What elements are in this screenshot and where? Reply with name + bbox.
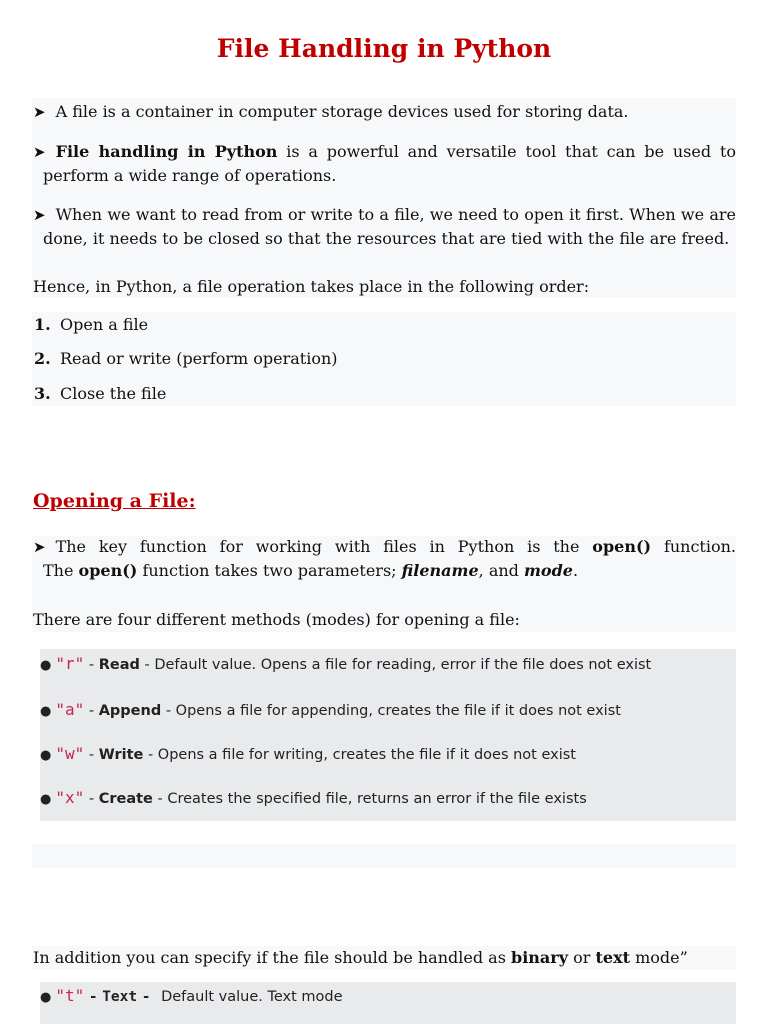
mode-description: Default value. Text mode [161,989,343,1005]
empty-strip [32,844,736,868]
mode-description: - Creates the specified file, returns an error if the file exists [157,791,587,807]
step-number: 3. [34,384,51,403]
mode-item-a: ● "a" - Append - Opens a file for appending, creates the file if it does not exist [40,700,621,719]
mode-name: Write [98,747,144,763]
step-item-2 [34,347,338,371]
step-text: Open a file [60,315,149,334]
mode-code: "a" [55,700,85,719]
intro-bullet-3 [33,203,736,251]
code-term: open() [78,561,138,580]
addition-text: In addition you can specify if the file should be handled as binary or text mode” [33,948,688,967]
mode-item-r: ● "r" - Read - Default value. Opens a file for reading, error if the file does not exist [40,654,652,673]
mode-item-x: ● "x" - Create - Creates the specified file, returns an error if the file exists [40,788,587,807]
intro-bullet-bold: File handling in Python [55,142,278,161]
order-intro: Hence, in Python, a file operation takes place in the following order: [33,277,590,296]
mode-item-t: ● "t" - Text - Default value. Text mode [40,986,343,1005]
mode-name: Read [98,657,140,673]
bullet-dot-icon: ● [40,704,52,719]
intro-bullet-text: is a powerful and versatile tool that can be used to [286,142,737,161]
step-text: Close the file [60,384,167,403]
mode-code: "w" [55,744,85,763]
intro-bullet-2 [33,140,736,188]
mode-code: "t" [55,986,85,1005]
bullet-dot-icon: ● [40,658,52,673]
intro-bullet-text: When we want to read from or write to a file, we need to open it first. When we are [55,205,736,224]
mode-name: Text [102,989,138,1005]
mode-name: Append [98,703,162,719]
opening-bullet: ➤ The key function for working with files in Python is the open() function. The open() function takes two parameters; filename, and mode. [33,537,736,580]
intro-bullet-text: perform a wide range of operations. [43,166,337,185]
step-item-3 [34,382,166,406]
mode-description: - Opens a file for writing, creates the file if it does not exist [147,747,576,763]
arrow-bullet-icon: ➤ [33,206,46,224]
mode-description: - Opens a file for appending, creates the file if it does not exist [165,703,621,719]
arrow-bullet-icon: ➤ [33,538,46,556]
mode-code: "r" [55,654,85,673]
text-term: text [595,948,630,967]
step-text: Read or write (perform operation) [60,349,338,368]
mode-name: Create [98,791,153,807]
code-term: open() [592,537,652,556]
param-filename: filename [401,561,479,580]
page-title: File Handling in Python [216,34,552,63]
binary-term: binary [511,948,569,967]
intro-bullet-1 [33,100,736,124]
bullet-dot-icon: ● [40,792,52,807]
modes-intro: There are four different methods (modes) for opening a file: [33,610,520,629]
mode-description: - Default value. Opens a file for reading, error if the file does not exist [144,657,652,673]
param-mode: mode [524,561,573,580]
bullet-dot-icon: ● [40,990,52,1005]
mode-code: "x" [55,788,85,807]
intro-bullet-text: done, it needs to be closed so that the resources that are tied with the file are freed. [43,229,730,248]
arrow-bullet-icon: ➤ [33,103,46,121]
section-heading-opening: Opening a File: [33,490,196,512]
mode-item-w: ● "w" - Write - Opens a file for writing, creates the file if it does not exist [40,744,576,763]
step-item-1 [34,313,148,337]
intro-panel [32,98,736,298]
step-number: 1. [34,315,51,334]
arrow-bullet-icon: ➤ [33,143,46,161]
step-number: 2. [34,349,51,368]
intro-bullet-text: A file is a container in computer storage devices used for storing data. [55,102,629,121]
bullet-dot-icon: ● [40,748,52,763]
